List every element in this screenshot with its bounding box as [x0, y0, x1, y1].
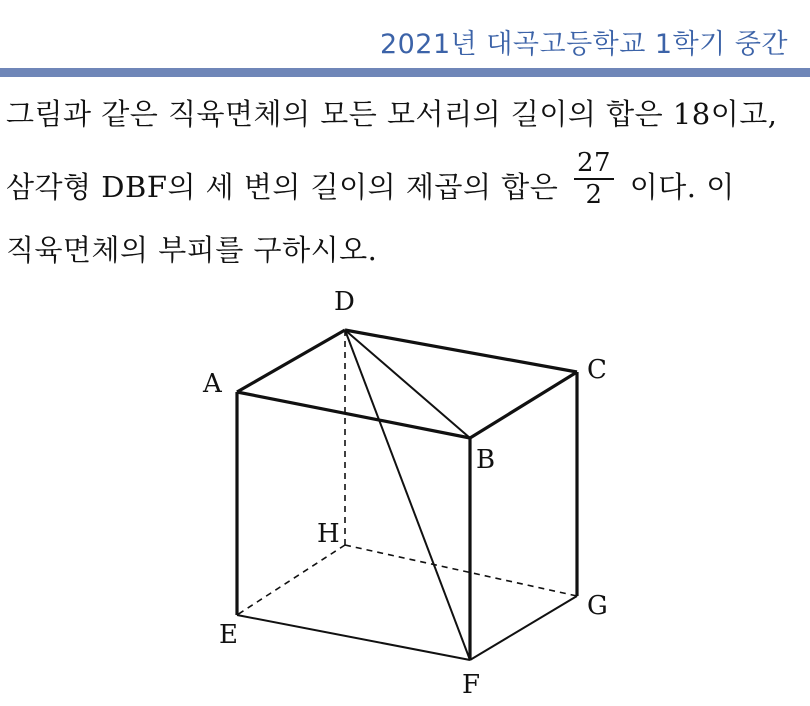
vertex-label-B: B — [476, 445, 496, 475]
problem-line-2-text-after: 이다. 이 — [629, 170, 735, 204]
exam-header-title: 2021년 대곡고등학교 1학기 중간 — [379, 29, 788, 60]
edge-HG — [345, 545, 577, 596]
edge-BC — [470, 372, 577, 438]
vertex-label-F: F — [462, 670, 481, 700]
edge-FG — [470, 596, 577, 660]
edge-DC — [345, 330, 577, 372]
edge-AB — [237, 392, 470, 438]
diagonal-DF — [345, 330, 470, 660]
vertex-label-G: G — [587, 591, 608, 621]
problem-line-1: 그림과 같은 직육면체의 모든 모서리의 길이의 합은 18이고, — [6, 97, 778, 131]
edge-AD — [237, 330, 345, 392]
vertex-label-C: C — [587, 355, 607, 385]
vertex-label-A: A — [203, 369, 222, 399]
edge-HE — [237, 545, 345, 615]
fraction-numerator: 27 — [574, 150, 614, 180]
fraction-denominator: 2 — [585, 180, 603, 210]
vertex-label-E: E — [219, 620, 238, 650]
vertex-label-H: H — [317, 519, 340, 549]
vertex-label-D: D — [334, 287, 355, 317]
problem-line-2-text-before: 삼각형 DBF의 세 변의 길이의 제곱의 합은 — [6, 170, 559, 204]
diagonal-DB — [345, 330, 470, 438]
edge-EF — [237, 615, 470, 660]
problem-line-3: 직육면체의 부피를 구하시오. — [6, 233, 378, 267]
